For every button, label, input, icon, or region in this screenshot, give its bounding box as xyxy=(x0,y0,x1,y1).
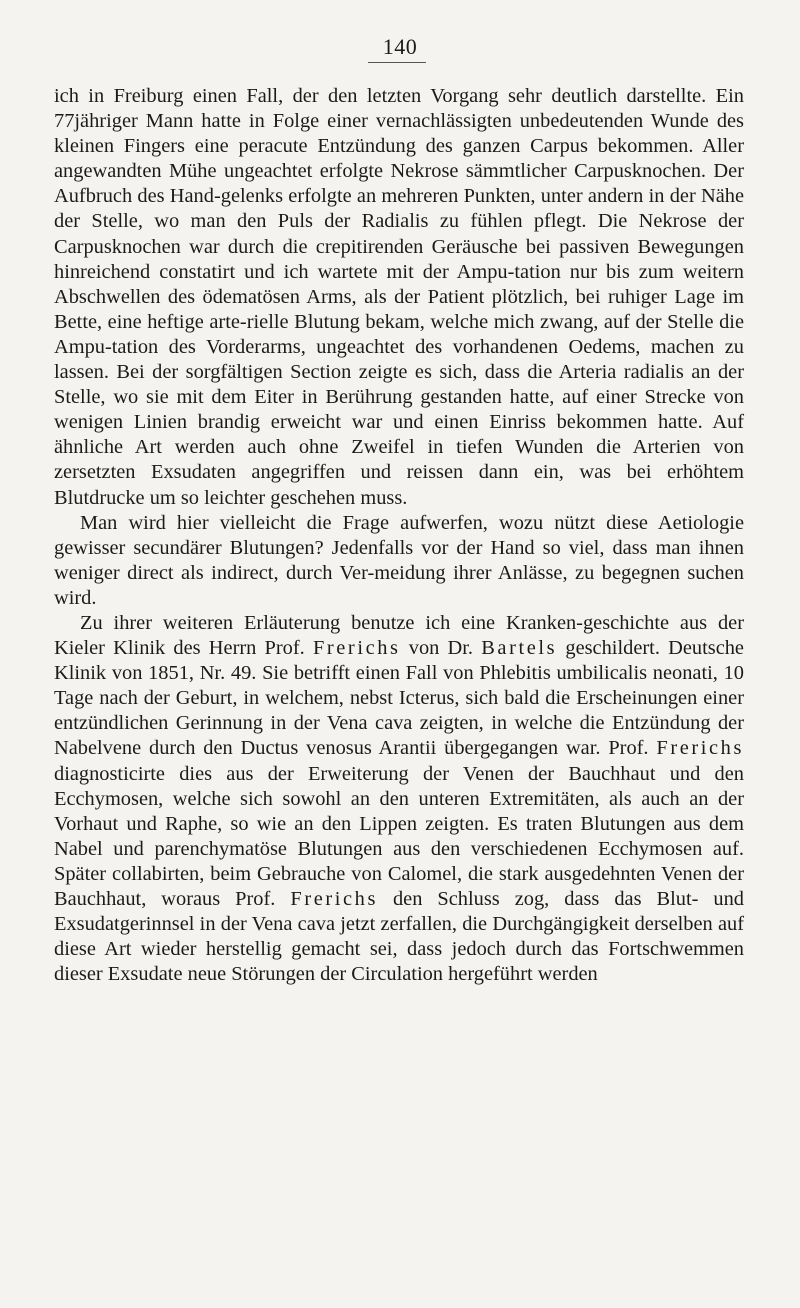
author-name-frerichs: Frerichs xyxy=(656,737,744,760)
paragraph-text: diagnosticirte dies aus der Erweiterung der Venen der Bauchhaut und den Ecchymosen, welche sich sowohl an den unteren Extremitäten, als auch an der Vorhaut und Raphe, so wie an den Lippen zeigten. Es traten Blutungen aus dem Nabel und parenchymatöse Blutungen aus den verschiedenen Ecchymosen auf. Später collabirten, beim Gebrauche von Calomel, die stark ausgedehnten Venen der Bauchhaut, woraus Prof. xyxy=(54,762,744,910)
paragraph-3 xyxy=(54,611,744,987)
paragraph-2 xyxy=(54,511,744,611)
paragraph-text: Man wird hier vielleicht die Frage aufwerfen, wozu nützt diese Aetiologie gewisser secundärer Blutungen? Jedenfalls vor der Hand so viel, dass man ihnen weniger direct als indirect, durch Ver-meidung ihrer Anlässe, zu begegnen suchen wird. xyxy=(54,511,744,609)
paragraph-text: von Dr. xyxy=(400,637,482,660)
paragraph-text: Zu ihrer weiteren Erläuterung benutze ich eine Kranken-geschichte aus der Kieler Klinik des Herrn Prof. xyxy=(54,611,744,660)
page-number: 140 xyxy=(382,34,418,59)
paragraph-text: geschildert. Deutsche Klinik von 1851, Nr. 49. Sie betrifft einen Fall von Phlebitis umbilicalis neonati, 10 Tage nach der Geburt, in welchem, nebst Icterus, sich bald die Erscheinungen einer entzündlichen Gerinnung in der Vena cava zeigten, in welche die Entzündung der Nabelvene durch den Ductus venosus Arantii übergegangen war. Prof. xyxy=(54,637,744,760)
author-name-bartels: Bartels xyxy=(481,637,558,660)
paragraph-text: den Schluss zog, dass das Blut- und Exsudatgerinnsel in der Vena cava jetzt zerfallen, die Durchgängigkeit derselben auf diese Art wieder herstellig gemacht sei, dass jedoch durch das Fortschwemmen dieser Exsudate neue Störungen der Circulation hergeführt werden xyxy=(54,888,745,986)
page-number-underline xyxy=(368,62,426,63)
paragraph-1 xyxy=(54,84,744,511)
author-name-frerichs: Frerichs xyxy=(312,637,401,660)
body-text xyxy=(54,84,744,987)
paragraph-text: ich in Freiburg einen Fall, der den letzten Vorgang sehr deutlich darstellte. Ein 77jähriger Mann hatte in Folge einer vernachlässigten unbedeutenden Wunde des kleinen Fingers eine peracute Entzündung des ganzen Carpus bekommen. Aller angewandten Mühe ungeachtet erfolgte Nekrose sämmtlicher Carpusknochen. Der Aufbruch des Hand-gelenks erfolgte an mehreren Punkten, unter andern in der Nähe der Stelle, wo man den Puls der Radialis zu fühlen pflegt. Die Nekrose der Carpusknochen war durch die crepitirenden Geräusche bei passiven Bewegungen hinreichend constatirt und ich wartete mit der Ampu-tation nur bis zum weitern Abschwellen des ödematösen Arms, als der Patient plötzlich, bei ruhiger Lage im Bette, eine heftige arte-rielle Blutung bekam, welche mich zwang, auf der Stelle die Ampu-tation des Vorderarms, ungeachtet des vorhandenen Oedems, machen zu lassen. Bei der sorgfältigen Section zeigte es sich, dass die Arteria radialis an der Stelle, wo sie mit dem Eiter in Berührung gestanden hatte, auf einer Strecke von wenigen Linien brandig erweicht war und einen Einriss bekommen hatte. Auf ähnliche Art werden auch ohne Zweifel in tiefen Wunden die Arterien von zersetzten Exsudaten angegriffen und reissen dann ein, was bei erhöhtem Blutdrucke um so leichter geschehen muss. xyxy=(54,85,744,509)
author-name-frerichs: Frerichs xyxy=(290,888,378,910)
